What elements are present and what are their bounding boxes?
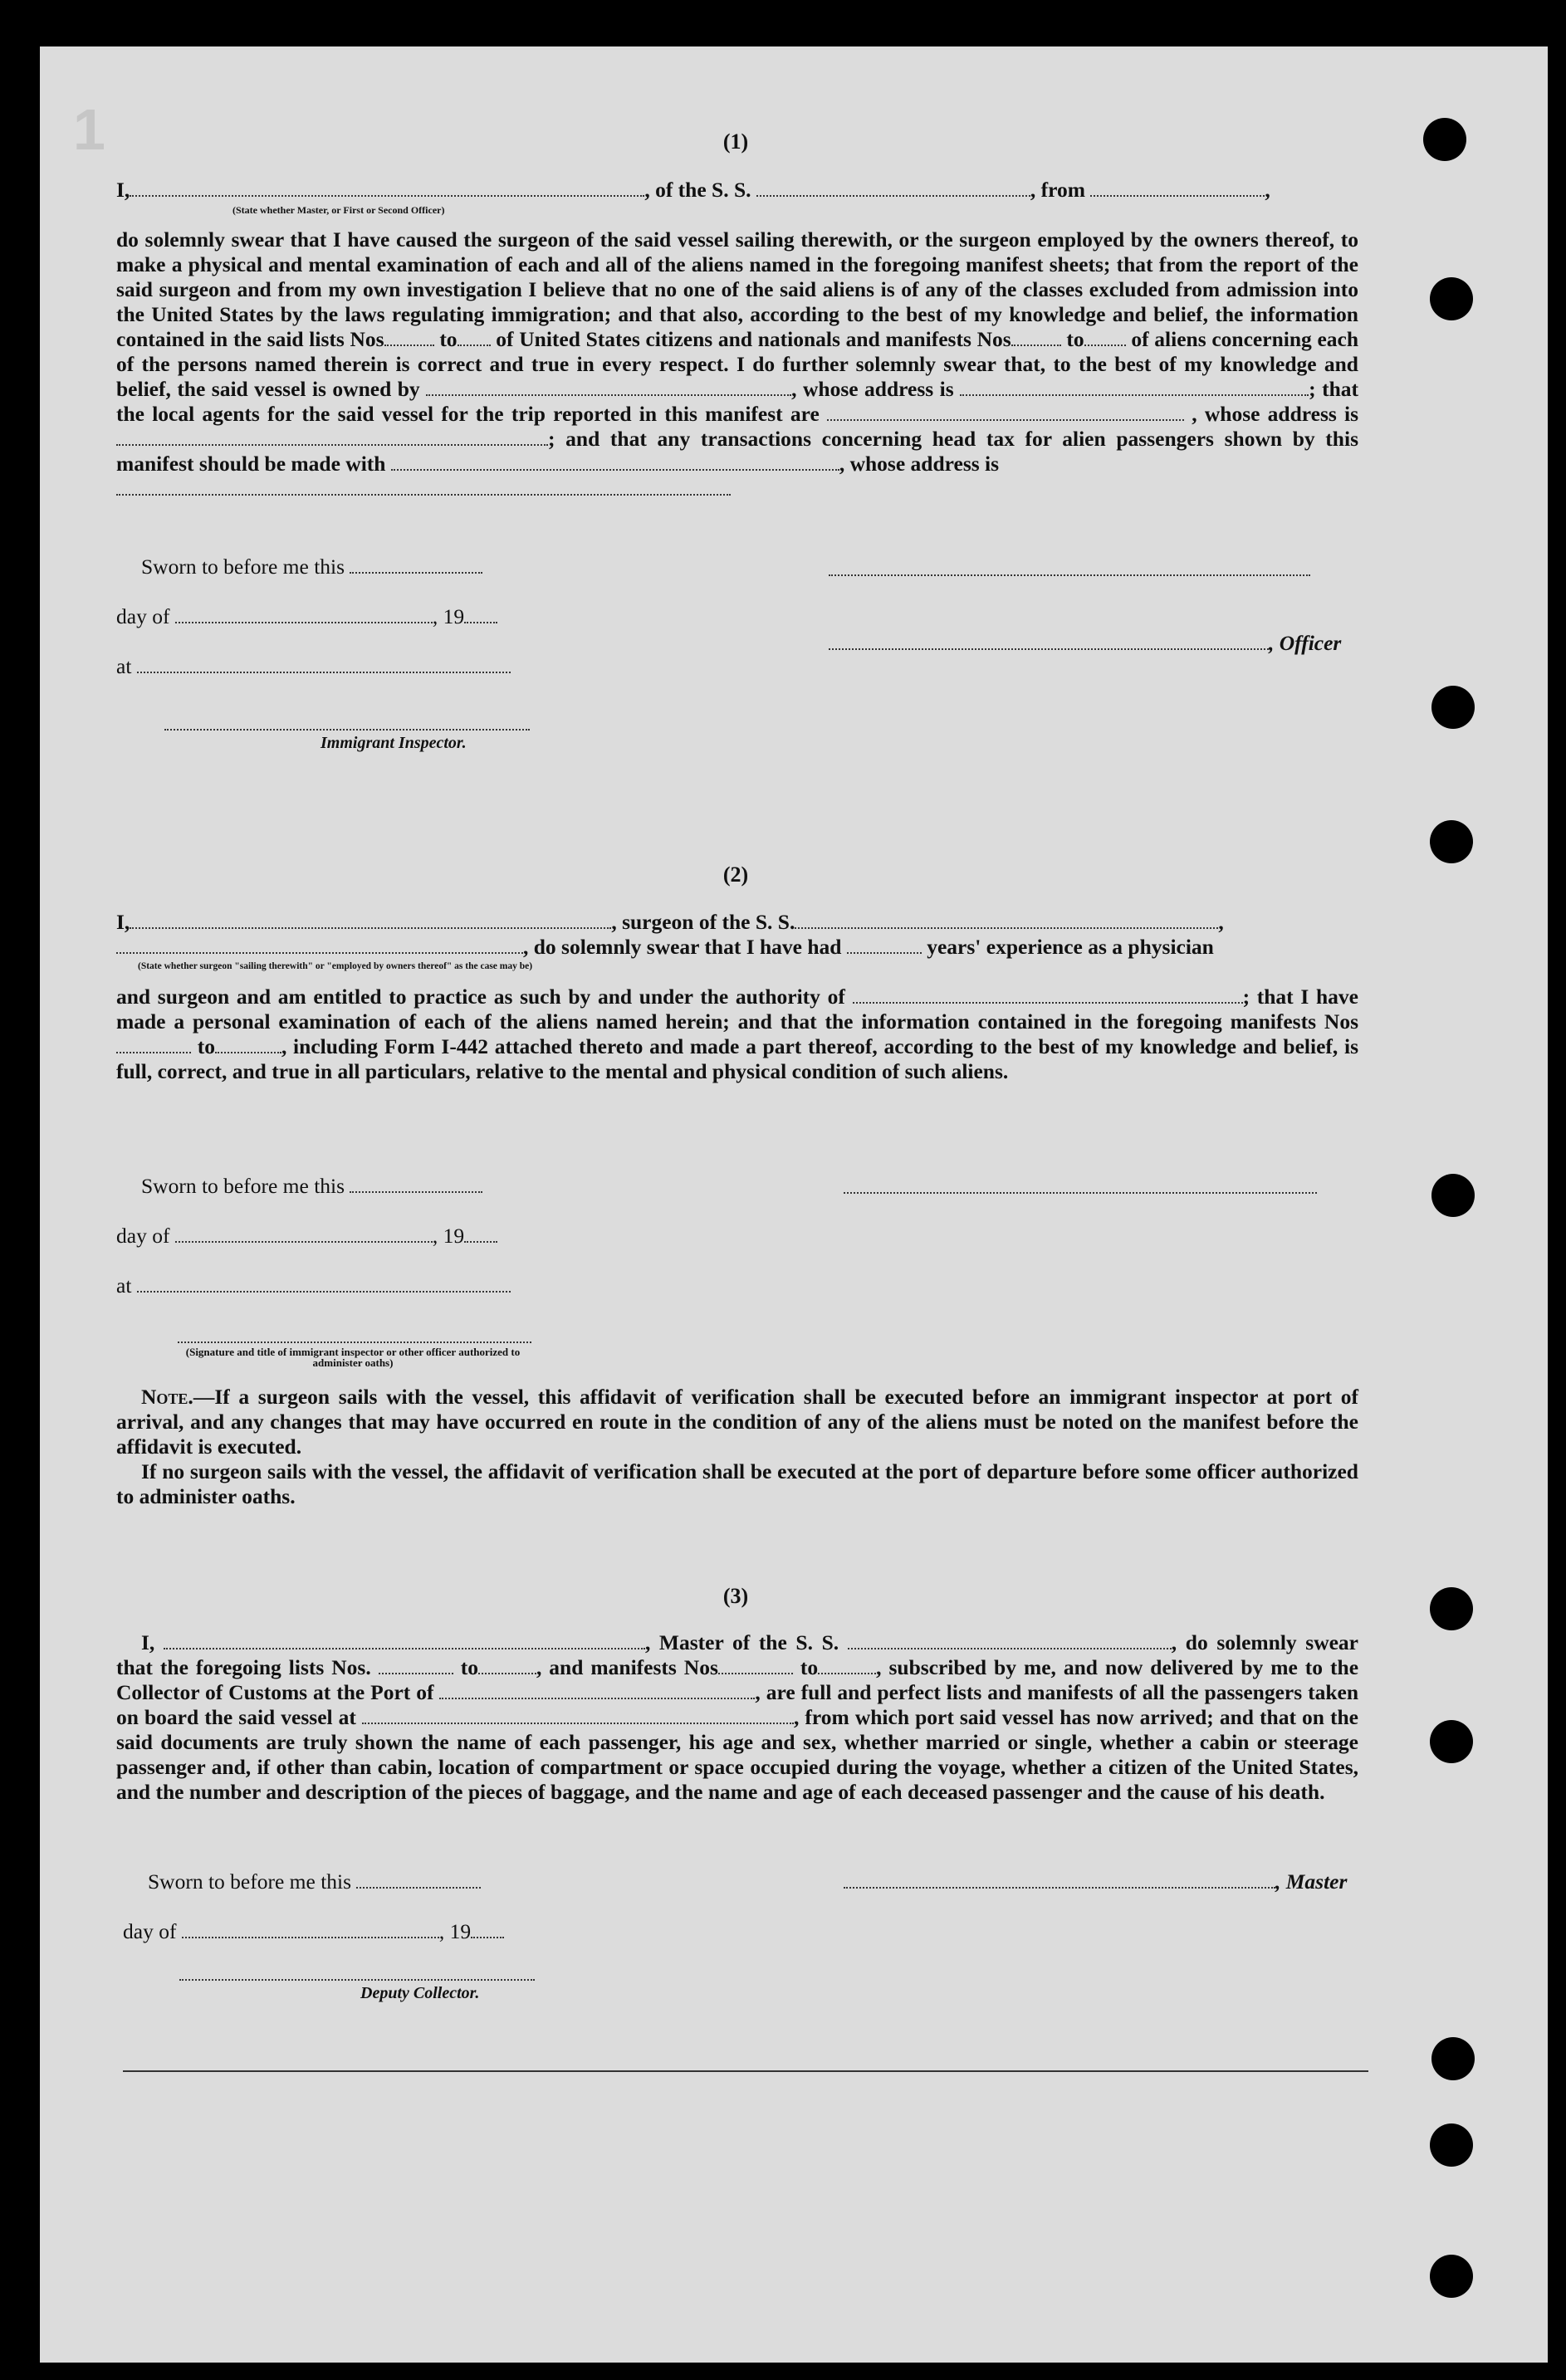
section-2-sworn-label: Sworn to before me this xyxy=(141,1174,482,1199)
punch-hole xyxy=(1431,2037,1475,2080)
section-3-day-of: day of , 19 xyxy=(123,1919,504,1944)
section-1-day-of: day of , 19 xyxy=(116,604,497,629)
section-1-body: do solemnly swear that I have caused the surgeon of the said vessel sailing therewith, or the surgeon employed by the owners thereof, to make a physical and mental examination of each and all of the aliens named in the foregoing manifest sheets; that from the report of the said surgeon and from my own investigation I believe that no one of the said aliens is of any of the classes excluded from admission into the United States by the laws regulating immigration; and that also, according to the best of my knowledge and belief, the information contained in the said lists Nos to of United States citizens and nationals and manifests Nos to of aliens concerning each of the persons named therein is correct and true in every respect. I do further solemnly swear that, to the best of my knowledge and belief, the said vessel is owned by , whose address is ; that the local agents for the said vessel for the trip reported in this manifest are , whose address is ; and that any transactions concerning head tax for alien passengers shown by this manifest should be made with , whose address is xyxy=(116,227,1358,501)
punch-hole xyxy=(1430,2123,1473,2167)
section-1-officer-line: , Officer xyxy=(829,631,1341,656)
punch-hole xyxy=(1430,277,1473,320)
section-1-signature-line xyxy=(829,574,1310,576)
section-2-signature-line xyxy=(844,1192,1317,1194)
section-2-line-2-note: (State whether surgeon "sailing therewith" or "employed by owners thereof" as the case may be) xyxy=(138,961,533,971)
section-1-line-1: I, , of the S. S. , from , xyxy=(116,178,1270,202)
section-3-sworn-label: Sworn to before me this xyxy=(148,1869,481,1894)
punch-hole xyxy=(1430,820,1473,863)
punch-hole xyxy=(1430,1720,1473,1763)
section-1-at: at xyxy=(116,654,511,679)
bottom-rule xyxy=(123,2070,1368,2072)
section-3-body: I, , Master of the S. S. , do solemnly swear that the foregoing lists Nos. to , and manifests Nos to , subscribed by me, and now delivered by me to the Collector of Customs at the Port of , are full and perfect lists and manifests of all the passengers taken on board the said vessel at , from which port said vessel has now arrived; and that on the said documents are truly shown the name of each passenger, his age and sex, whether married or single, whether a cabin or steerage passenger and, if other than cabin, location of compartment or space occupied during the voyage, whether a citizen of the United States, and the number and description of the pieces of baggage, and the name and age of each deceased passenger and the cause of his death. xyxy=(116,1630,1359,1804)
section-2-signature-line-inspector xyxy=(178,1341,531,1343)
section-2-line-1: I, , surgeon of the S. S. , xyxy=(116,910,1224,934)
punch-hole xyxy=(1430,1587,1473,1630)
section-3-master-line: , Master xyxy=(844,1869,1347,1894)
section-2-note-1: Note.—If a surgeon sails with the vessel, this affidavit of verification shall be executed before an immigrant inspector at port of arrival, and any changes that may have occurred en route in the condition of any of the aliens must be noted on the manifest before the affidavit is executed. xyxy=(116,1385,1358,1459)
section-2-at: at xyxy=(116,1273,511,1298)
section-1-inspector-line xyxy=(164,729,530,731)
section-1-number: (1) xyxy=(722,130,749,154)
bleed-through-mark: 1 xyxy=(73,97,105,162)
punch-hole xyxy=(1423,118,1466,161)
punch-hole xyxy=(1430,2255,1473,2298)
section-3-collector-label: Deputy Collector. xyxy=(360,1984,480,2002)
section-2-day-of: day of , 19 xyxy=(116,1224,497,1249)
section-3-collector-line xyxy=(179,1979,535,1981)
section-1-inspector-label: Immigrant Inspector. xyxy=(321,734,467,752)
section-2-number: (2) xyxy=(722,863,749,887)
section-1-line-1-note: (State whether Master, or First or Second Officer) xyxy=(232,204,445,216)
section-2-note-2: If no surgeon sails with the vessel, the affidavit of verification shall be executed at the port of departure before some officer authorized to administer oaths. xyxy=(116,1459,1358,1508)
punch-hole xyxy=(1431,1174,1475,1217)
punch-hole xyxy=(1431,686,1475,729)
section-1-sworn-label: Sworn to before me this xyxy=(141,555,482,579)
section-2-signature-note: (Signature and title of immigrant inspector or other officer authorized to administer oaths) xyxy=(185,1346,521,1369)
document-page xyxy=(40,46,1548,2363)
section-3-number: (3) xyxy=(722,1584,749,1608)
section-2-line-2: , do solemnly swear that I have had years' experience as a physician xyxy=(116,935,1358,960)
section-2-body: and surgeon and am entitled to practice as such by and under the authority of ; that I have made a personal examination of each of the aliens named herein; and that the information contained in the foregoing manifests Nos to , including Form I-442 attached thereto and made a part thereof, according to the best of my knowledge and belief, is full, correct, and true in all particulars, relative to the mental and physical condition of such aliens. xyxy=(116,985,1359,1083)
